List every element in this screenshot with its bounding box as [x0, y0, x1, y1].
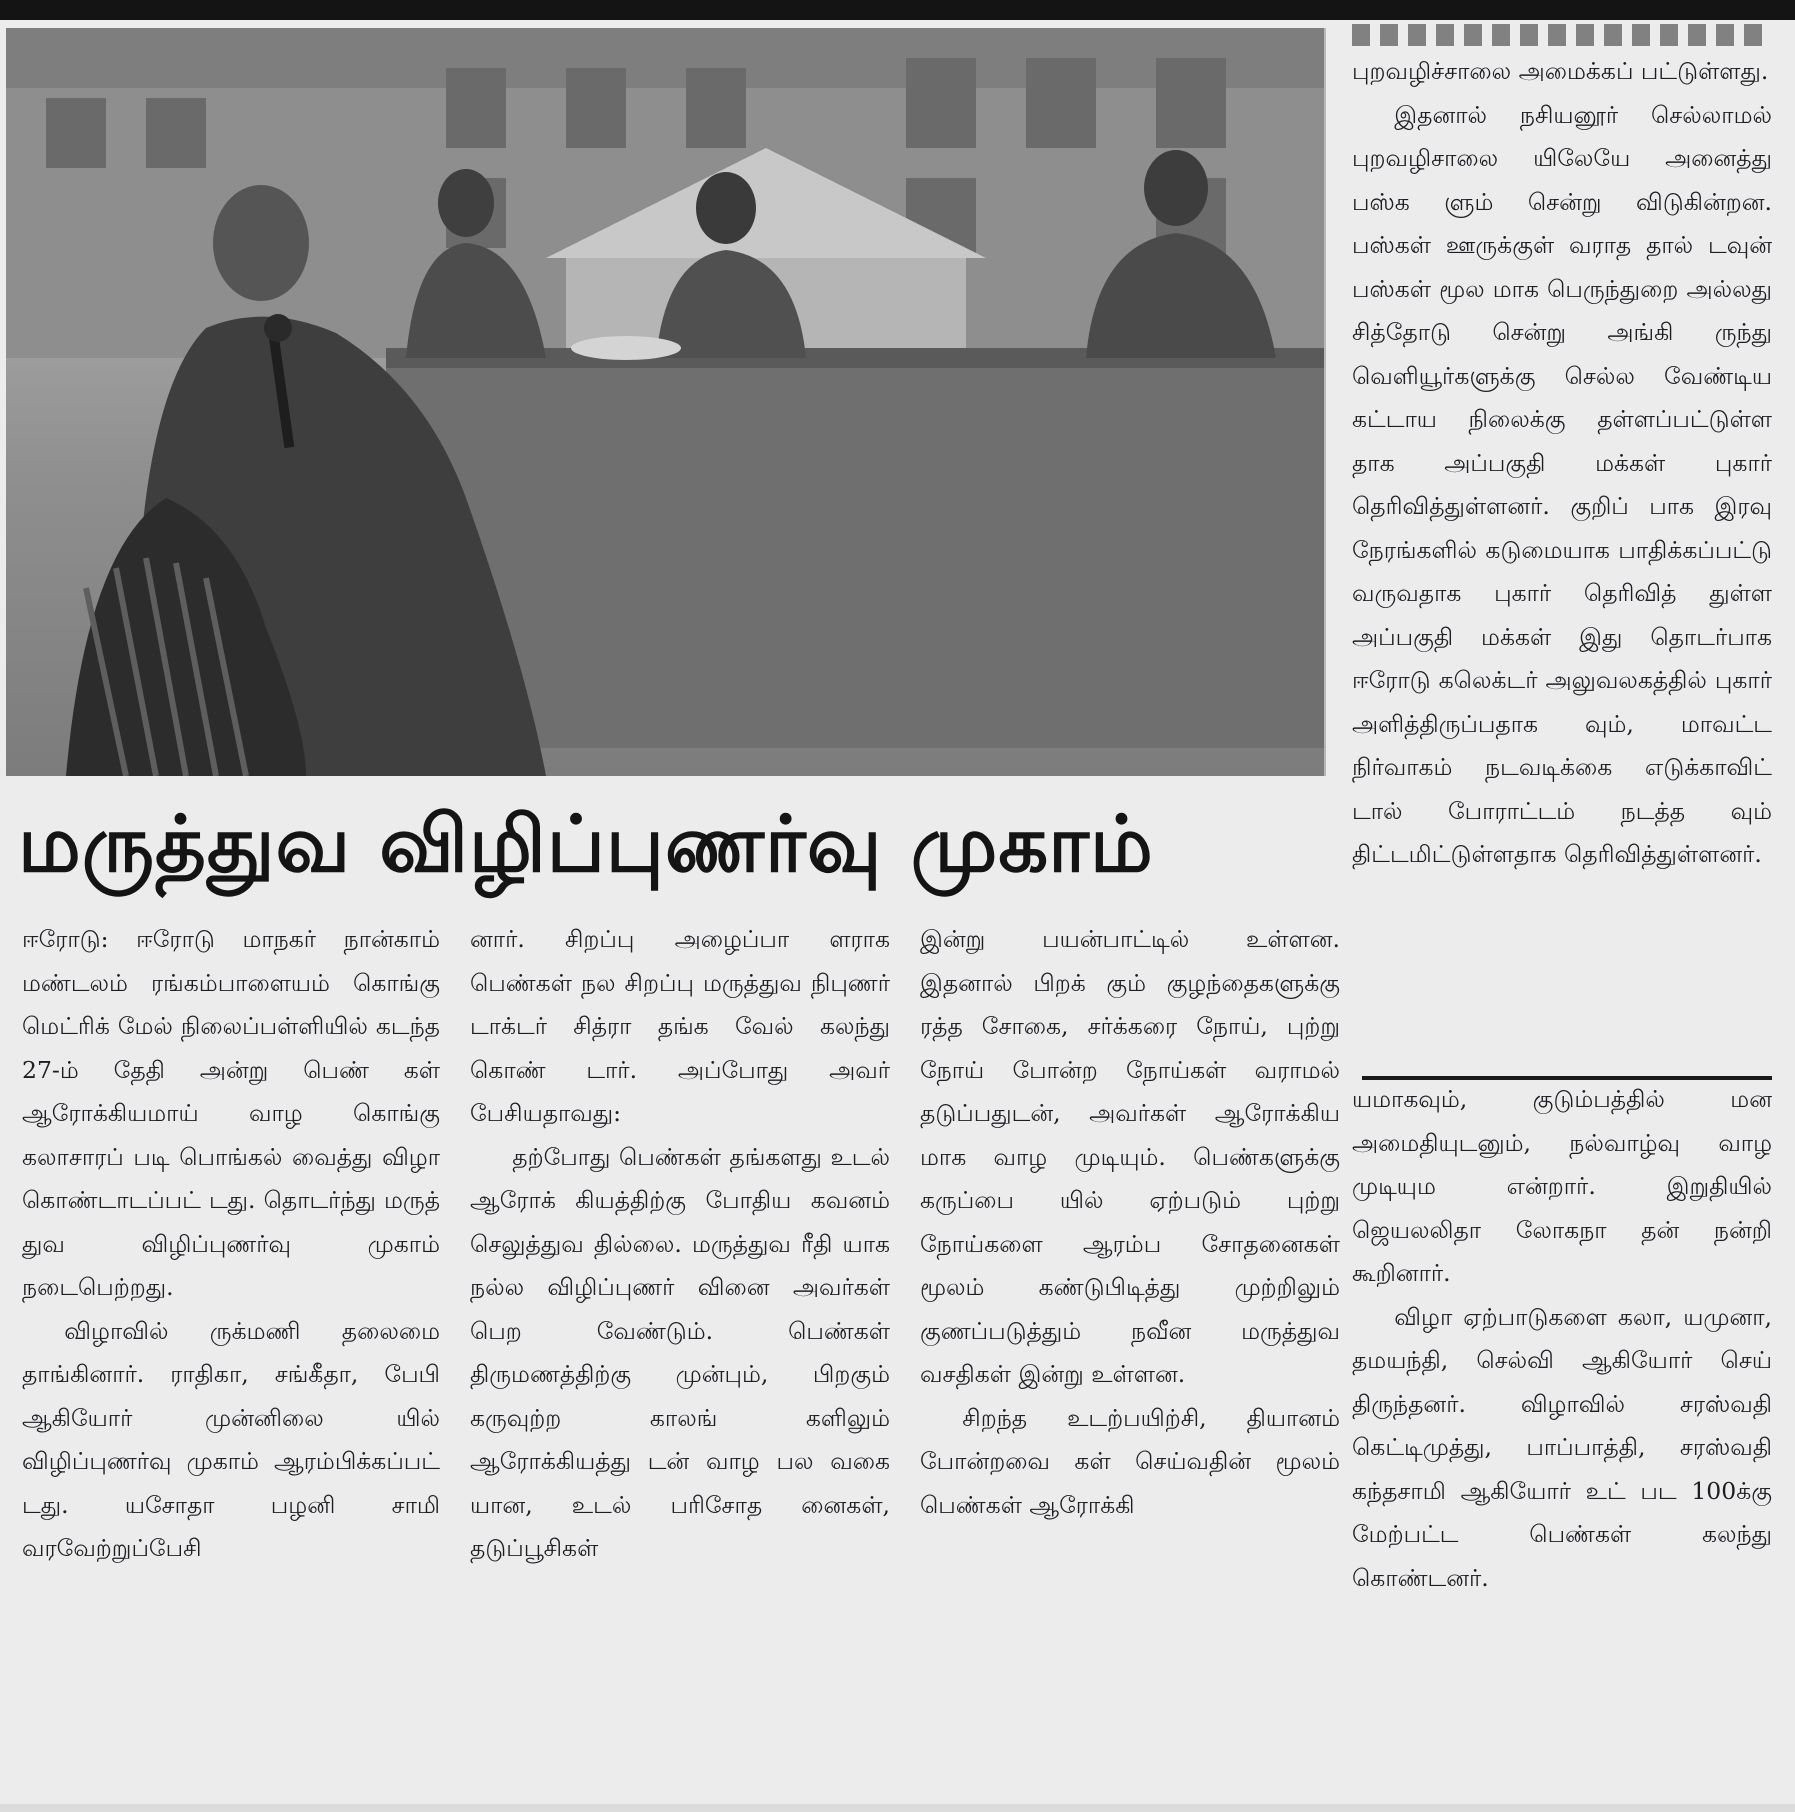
photo-illustration: [6, 28, 1324, 776]
article-paragraph: விழா ஏற்பாடுகளை கலா, யமுனா, தமயந்தி, செல்வி ஆகியோர் செய் திருந்தனர். விழாவில் சரஸ்வதி கெட்டிமுத்து, பாப்பாத்தி, சரஸ்வதி கந்தசாமி ஆகியோர் உட் பட 100க்கு மேற்பட்ட பெண்கள் கலந்து கொண்டனர்.: [1352, 1302, 1772, 1592]
sidebar-column: [1352, 26, 1772, 1066]
article-headline: மருத்துவ விழிப்புணர்வு முகாம்: [18, 800, 1154, 890]
sidebar-paragraph: இதனால் நசியனூர் செல்லாமல் புறவழிசாலை யிலேயே அனைத்து பஸ்க ளும் சென்று விடுகின்றன. பஸ்கள் ஊருக்குள் வராத தால் டவுன் பஸ்கள் மூல மாக பெருந்துறை அல்லது சித்தோடு சென்று அங்கி ருந்து வெளியூர்களுக்கு செல்ல வேண்டிய கட்டாய நிலைக்கு தள்ளப்பட்டுள்ள தாக அப்பகுதி மக்கள் புகார் தெரிவித்துள்ளனர். குறிப் பாக இரவு நேரங்களில் கடுமையாக பாதிக்கப்பட்டு வருவதாக புகார் தெரிவித் துள்ள அப்பகுதி மக்கள் இது தொடர்பாக ஈரோடு கலெக்டர் அலுவலகத்தில் புகார் அளித்திருப்பதாக வும், மாவட்ட நிர்வாகம் நடவடிக்கை எடுக்காவிட் டால் போராட்டம் நடத்த வும் திட்டமிட்டுள்ளதாக தெரிவித்துள்ளனர்.: [1352, 100, 1772, 868]
article-column-3: [920, 918, 1340, 1808]
article-paragraph: யமாகவும், குடும்பத்தில் மன அமைதியுடனும், நல்வாழ்வு வாழ முடியும என்றார். இறுதியில் ஜெயலலிதா லோகநா தன் நன்றி கூறினார்.: [1352, 1085, 1772, 1287]
bottom-edge: [0, 1804, 1795, 1812]
article-paragraph: சிறந்த உடற்பயிற்சி, தியானம் போன்றவை கள் செய்வதின் மூலம் பெண்கள் ஆரோக்கி: [920, 1403, 1340, 1519]
article-paragraph: னார். சிறப்பு அழைப்பா ளராக பெண்கள் நல சிறப்பு மருத்துவ நிபுணர் டாக்டர் சித்ரா தங்க வேல் கலந்து கொண் டார். அப்போது அவர் பேசியதாவது:: [470, 925, 890, 1127]
event-photo: [6, 28, 1326, 776]
article-paragraph: இன்று பயன்பாட்டில் உள்ளன. இதனால் பிறக் கும் குழந்தைகளுக்கு ரத்த சோகை, சர்க்கரை நோய், புற்று நோய் போன்ற நோய்கள் வராமல் தடுப்பதுடன், அவர்கள் ஆரோக்கிய மாக வாழ முடியும். பெண்களுக்கு கருப்பை யில் ஏற்படும் புற்று நோய்களை ஆரம்ப சோதனைகள் மூலம் கண்டுபிடித்து முற்றிலும் குணப்படுத்தும் நவீன மருத்துவ வசதிகள் இன்று உள்ளன.: [920, 925, 1340, 1388]
article-paragraph: ஈரோடு: ஈரோடு மாநகர் நான்காம் மண்டலம் ரங்கம்பாளையம் கொங்கு மெட்ரிக் மேல் நிலைப்பள்ளியில் கடந்த 27-ம் தேதி அன்று பெண் கள் ஆரோக்கியமாய் வாழ கொங்கு கலாசாரப் படி பொங்கல் வைத்து விழா கொண்டாடப்பட் டது. தொடர்ந்து மருத் துவ விழிப்புணர்வு முகாம் நடைபெற்றது.: [22, 925, 440, 1301]
article-paragraph: விழாவில் ருக்மணி தலைமை தாங்கினார். ராதிகா, சங்கீதா, பேபி ஆகியோர் முன்னிலை யில் விழிப்புணர்வு முகாம் ஆரம்பிக்கப்பட் டது. யசோதா பழனி சாமி வரவேற்றுப்பேசி: [22, 1316, 440, 1562]
sidebar-paragraph: புறவழிச்சாலை அமைக்கப் பட்டுள்ளது.: [1352, 57, 1769, 85]
article-paragraph: தற்போது பெண்கள் தங்களது உடல் ஆரோக் கியத்திற்கு போதிய கவனம் செலுத்துவ தில்லை. மருத்துவ ரீதி யாக நல்ல விழிப்புணர் வினை அவர்கள் பெற வேண்டும். பெண்கள் திருமணத்திற்கு முன்பும், பிறகும் கருவுற்ற காலங் களிலும் ஆரோக்கியத்து டன் வாழ பல வகை யான, உடல் பரிசோத னைகள், தடுப்பூசிகள்: [470, 1142, 890, 1562]
top-edge-rule: [0, 0, 1795, 20]
article-column-2: [470, 918, 890, 1808]
article-column-1: [22, 918, 440, 1808]
article-column-4: [1352, 1078, 1772, 1808]
